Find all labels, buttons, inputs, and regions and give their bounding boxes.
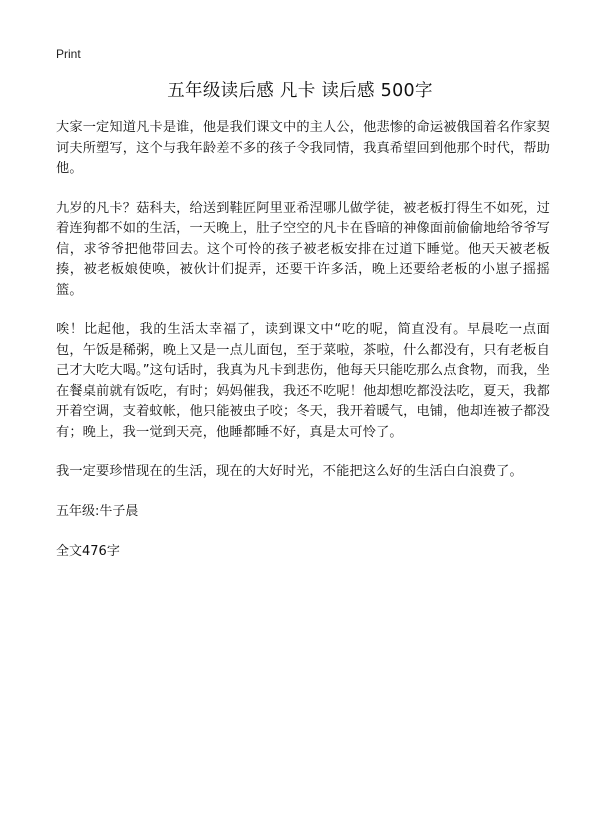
- paragraph-2: 九岁的凡卡？菇科夫，给送到鞋匠阿里亚希涅哪儿做学徒，被老板打得生不如死，过着连狗都不如的生活，一天晚上，肚子空空的凡卡在昏暗的神像面前偷偷地给爷爷写信，求爷爷把他带回去。这个可怜的孩子被老板安排在过道下睡觉。他天天被老板揍，被老板娘使唤，被伙计们捉弄，还要干许多活，晚上还要给老板的小崽子摇摇篮。: [56, 200, 550, 298]
- paragraph-4: 我一定要珍惜现在的生活，现在的大好时光，不能把这么好的生活白白浪费了。: [56, 464, 523, 479]
- paragraph-3: 唉！比起他，我的生活太幸福了，读到课文中“吃的呢，简直没有。早晨吃一点面包，午饭是稀粥，晚上又是一点儿面包，至于菜啦，茶啦，什么都没有，只有老板自己才大吃大喝。”这句话时，我真为凡卡到悲伤，他每天只能吃那么点食物，而我，坐在餐桌前就有饭吃，有时；妈妈催我，我还不吃呢！他却想吃都没法吃，夏天，我都开着空调，支着蚊帐，他只能被虫子咬；冬天，我开着暖气，电铺，他却连被子都没有；晚上，我一觉到天亮，他睡都睡不好，真是太可怜了。: [56, 322, 550, 440]
- article-body: [56, 118, 550, 562]
- article-title: 五年级读后感 凡卡 读后感 500字: [167, 81, 433, 101]
- print-link[interactable]: Print: [56, 47, 81, 61]
- author-line: 五年级:牛子晨: [56, 503, 139, 519]
- word-count: 全文476字: [56, 543, 120, 559]
- paragraph-1: 大家一定知道凡卡是谁，他是我们课文中的主人公，他悲惨的命运被俄国着名作家契诃夫所塑写，这个与我年龄差不多的孩子令我同情，我真希望回到他那个时代，帮助他。: [56, 120, 550, 176]
